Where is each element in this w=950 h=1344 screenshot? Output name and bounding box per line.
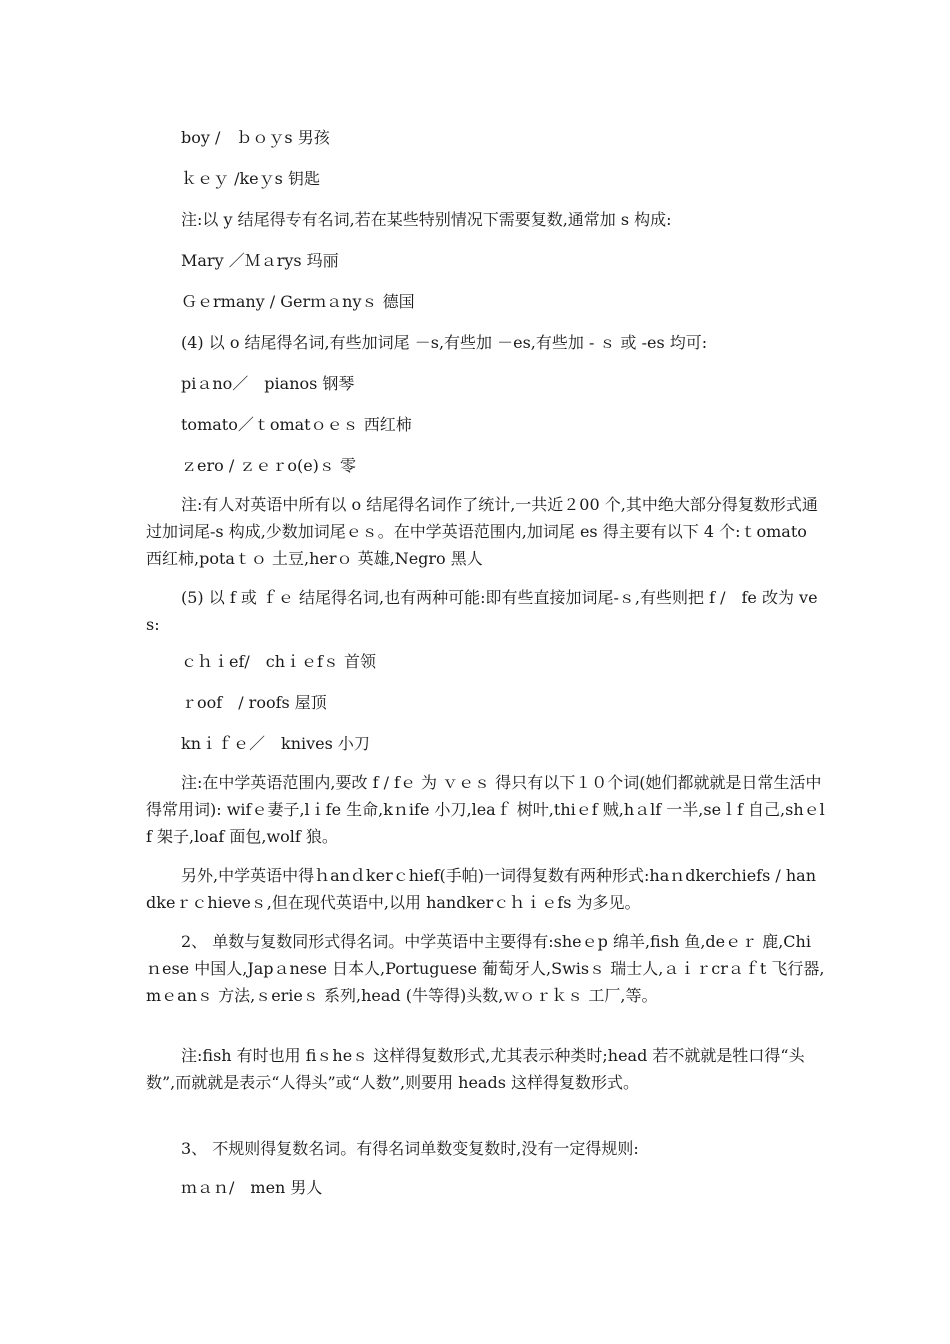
example-line-tomato: tomato／ｔomatｏｅｓ 西红柿 — [181, 415, 412, 434]
point-4-heading: (4) 以 o 结尾得名词,有些加词尾 －s,有些加 －es,有些加 - ｓ 或 -es 均可: — [181, 333, 708, 352]
section-2-same-form-nouns: 2、 单数与复数同形式得名词。中学英语中主要得有:sheｅp 绵羊,fish 鱼,deｅｒ 鹿,Chiｎese 中国人,Japａnese 日本人,Portuguese 葡萄牙人,Swisｓ 瑞士人,ａｉｒcrａｆt 飞行器,mｅanｓ 方法,ｓerieｓ 系列,head (牛等得)头数,ｗｏｒｋｓ 工厂,等。 — [146, 932, 825, 1005]
note-f-endings: 注:在中学英语范围内,要改 f / fｅ 为 ｖｅｓ 得只有以下１０个词(她们都就就是日常生活中得常用词): wifｅ妻子,lｉfe 生命,kｎife 小刀,leaｆ 树叶,thiｅf 贼,hａlf 一半,seｌf 自己,shｅlf 架子,loaf 面包,wolf 狼。 — [146, 773, 825, 846]
example-line-chief: ｃｈｉef/ chｉｅfｓ 首领 — [181, 652, 377, 671]
note-fish-head: 注:fish 有时也用 fiｓheｓ 这样得复数形式,尤其表示种类时;head 若不就就是牲口得“头数”,而就就是表示“人得头”或“人数”,则要用 heads 这样得复数形式。 — [146, 1046, 805, 1092]
example-line-zero: ｚero / ｚｅｒo(e)ｓ 零 — [181, 456, 356, 475]
example-line-key: ｋｅｙ /keｙs 钥匙 — [181, 169, 320, 188]
example-line-man: ｍａｎ/ men 男人 — [181, 1178, 323, 1197]
point-5-heading: (5) 以 f 或 ｆｅ 结尾得名词,也有两种可能:即有些直接加词尾-ｓ,有些则把 f / fe 改为 ves: — [146, 588, 818, 634]
note-handkerchief: 另外,中学英语中得ｈanｄkerｃhief(手帕)一词得复数有两种形式:haｎdkerchiefs / handkeｒｃhieveｓ,但在现代英语中,以用 handkerｃｈｉｅfs 为多见。 — [146, 866, 817, 912]
example-line-mary: Mary ／Ｍａrys 玛丽 — [181, 251, 339, 270]
example-line-boy: boy / ｂｏｙs 男孩 — [181, 128, 330, 147]
example-line-roof: ｒoof / roofs 屋顶 — [181, 693, 327, 712]
note-proper-nouns: 注:以 y 结尾得专有名词,若在某些特别情况下需要复数,通常加 s 构成: — [181, 210, 672, 229]
note-o-endings: 注:有人对英语中所有以 o 结尾得名词作了统计,一共近２00 个,其中绝大部分得复数形式通过加词尾-s 构成,少数加词尾ｅｓ。在中学英语范围内,加词尾 es 得主要有以下 4 个:ｔomato 西红柿,potaｔｏ 土豆,herｏ 英雄,Negro 黑人 — [146, 495, 818, 568]
example-line-germany: Ｇｅrmany / Gerｍａnyｓ 德国 — [181, 292, 415, 311]
section-3-irregular-plurals: 3、 不规则得复数名词。有得名词单数变复数时,没有一定得规则: — [181, 1139, 639, 1158]
example-line-piano: piａno／ pianos 钢琴 — [181, 374, 355, 393]
example-line-knife: knｉｆｅ／ knives 小刀 — [181, 734, 370, 753]
